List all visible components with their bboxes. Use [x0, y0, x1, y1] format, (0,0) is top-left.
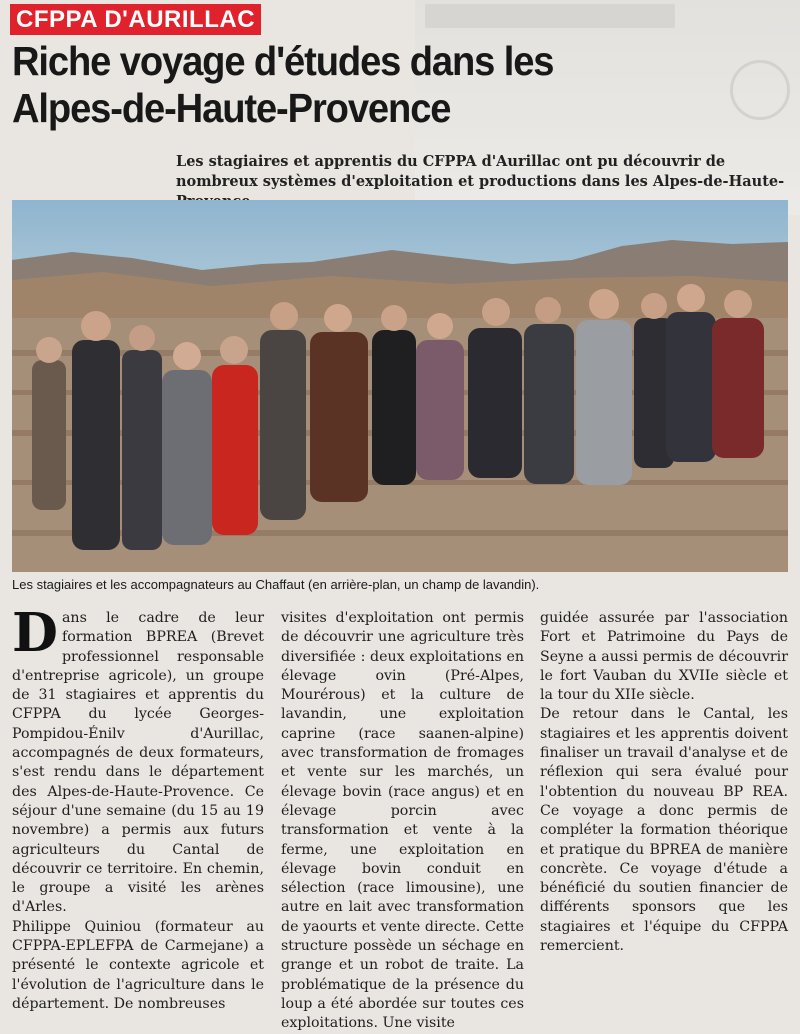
article-headline: Riche voyage d'études dans les Alpes-de-Haute-Provence — [12, 38, 554, 131]
paragraph: De retour dans le Cantal, les stagiaires et les apprentis doivent finaliser un travail d'analyse et de réflexion qui sera évalué pour l'obtention du nouveau BP REA. Ce voyage a donc permis de compléter la formation théorique et pratique du BPREA de manière concrète. Ce voyage d'étude a bénéficié du soutien financier de différents sponsors que les stagiaires et l'équipe du CFPPA remercient. — [540, 706, 788, 955]
drop-cap: D — [12, 602, 58, 664]
article-column-2 — [281, 609, 524, 1034]
adjacent-kicker-ghost — [425, 4, 675, 28]
article-column-3 — [540, 609, 788, 956]
paragraph: Philippe Quiniou (formateur au CFPPA-EPLEFPA de Carmejane) a présenté le contexte agricole et l'évolution de l'agriculture dans le département. De nombreuses — [12, 918, 264, 1012]
paragraph: visites d'exploitation ont permis de découvrir une agriculture très diversifiée : deux exploitations en élevage ovin (Pré-Alpes, Mourérous) et la culture de lavandin, une exploitation caprine (race saanen-alpine) avec transformation de fromages et vente sur les marchés, un élevage bovin (race angus) et en élevage porcin avec transformation et vente à la ferme, une exploitation en élevage bovin conduit en sélection (race limousine), une autre en lait avec transformation de yaourts et vente directe. Cette structure possède un séchage en grange et un robot de traite. La problématique de la présence du loup a été abordée sur toutes ces exploitations. Une visite — [281, 610, 524, 1032]
article-deck: Les stagiaires et apprentis du CFPPA d'Aurillac ont pu découvrir de nombreux systèmes d'exploitation et productions dans les Alpes-de-Haute- — [176, 153, 785, 190]
paragraph: guidée assurée par l'association Fort et Patrimoine du Pays de Seyne a aussi permis de découvrir le fort Vauban du XVIIe siècle et la tour du XIIe siècle. — [540, 610, 788, 704]
paragraph: ans le cadre de leur formation BPREA (Brevet professionnel responsable d'entreprise agricole), un groupe de 31 stagiaires et apprentis du CFPPA du lycée Georges-Pompidou-Énilv d'Aurillac, accompagnés de deux formateurs, s'est rendu dans le département des Alpes-de-Haute-Provence. Ce séjour d'une semaine (du 15 au 19 novembre) a permis aux futurs agriculteurs du Cantal de découvrir ce territoire. En chemin, le groupe a visité les arènes d'Arles. — [12, 610, 264, 916]
adjacent-logo-ghost — [730, 60, 790, 120]
article-column-1 — [12, 602, 264, 1014]
group-photo — [12, 200, 788, 572]
photo-caption: Les stagiaires et les accompagnateurs au Chaffaut (en arrière-plan, un champ de lavandin). — [12, 577, 540, 592]
section-kicker: CFPPA D'AURILLAC — [10, 4, 261, 35]
group-photo-illustration — [12, 200, 788, 572]
